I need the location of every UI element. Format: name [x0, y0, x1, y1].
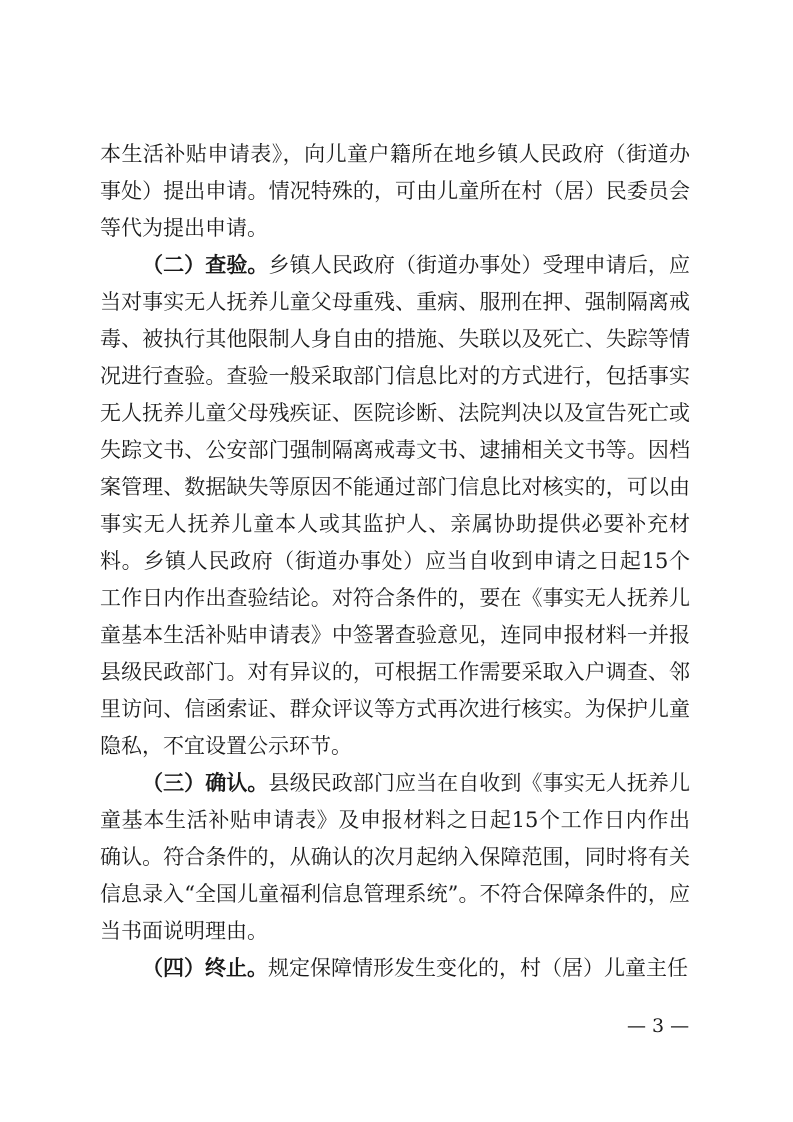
paragraph-text: 乡镇人民政府（街道办事处）受理申请后，应当对事实无人抚养儿童父母重残、重病、服刑在押、强制隔离戒毒、被执行其他限制人身自由的措施、失联以及死亡、失踪等情况进行查验。查验一般采取部门信息比对的方式进行，包括事实无人抚养儿童父母残疾证、医院诊断、法院判决以及宣告死亡或失踪文书、公安部门强制隔离戒毒文书、逮捕相关文书等。因档案管理、数据缺失等原因不能通过部门信息比对核实的，可以由事实无人抚养儿童本人或其监护人、亲属协助提供必要补充材料。乡镇人民政府（街道办事处）应当自收到申请之日起15个工作日内作出查验结论。对符合条件的，要在《事实无人抚养儿童基本生活补贴申请表》中签署查验意见，连同申报材料一并报县级民政部门。对有异议的，可根据工作需要采取入户调查、邻里访问、信函索证、群众评议等方式再次进行核实。为保护儿童隐私，不宜设置公示环节。	[100, 253, 691, 758]
page-number: — 3 —	[627, 1015, 690, 1037]
section-heading-confirmation: （三）确认。	[142, 771, 269, 795]
paragraph-text: 规定保障情形发生变化的，村（居）儿童主任	[268, 956, 688, 980]
paragraph-text: 本生活补贴申请表》，向儿童户籍所在地乡镇人民政府（街道办事处）提出申请。情况特殊的，可由儿童所在村（居）民委员会等代为提出申请。	[100, 142, 690, 240]
section-heading-termination: （四）终止。	[142, 956, 268, 980]
paragraph-termination	[100, 950, 690, 987]
paragraph-continuation	[100, 136, 690, 247]
paragraph-confirmation	[100, 765, 690, 950]
section-heading-inspection: （二）查验。	[142, 253, 269, 277]
body-text	[100, 136, 690, 987]
paragraph-inspection	[100, 247, 690, 765]
paragraph-text: 县级民政部门应当在自收到《事实无人抚养儿童基本生活补贴申请表》及申报材料之日起15个工作日内作出确认。符合条件的，从确认的次月起纳入保障范围，同时将有关信息录入“全国儿童福利信息管理系统”。不符合保障条件的，应当书面说明理由。	[100, 771, 691, 943]
